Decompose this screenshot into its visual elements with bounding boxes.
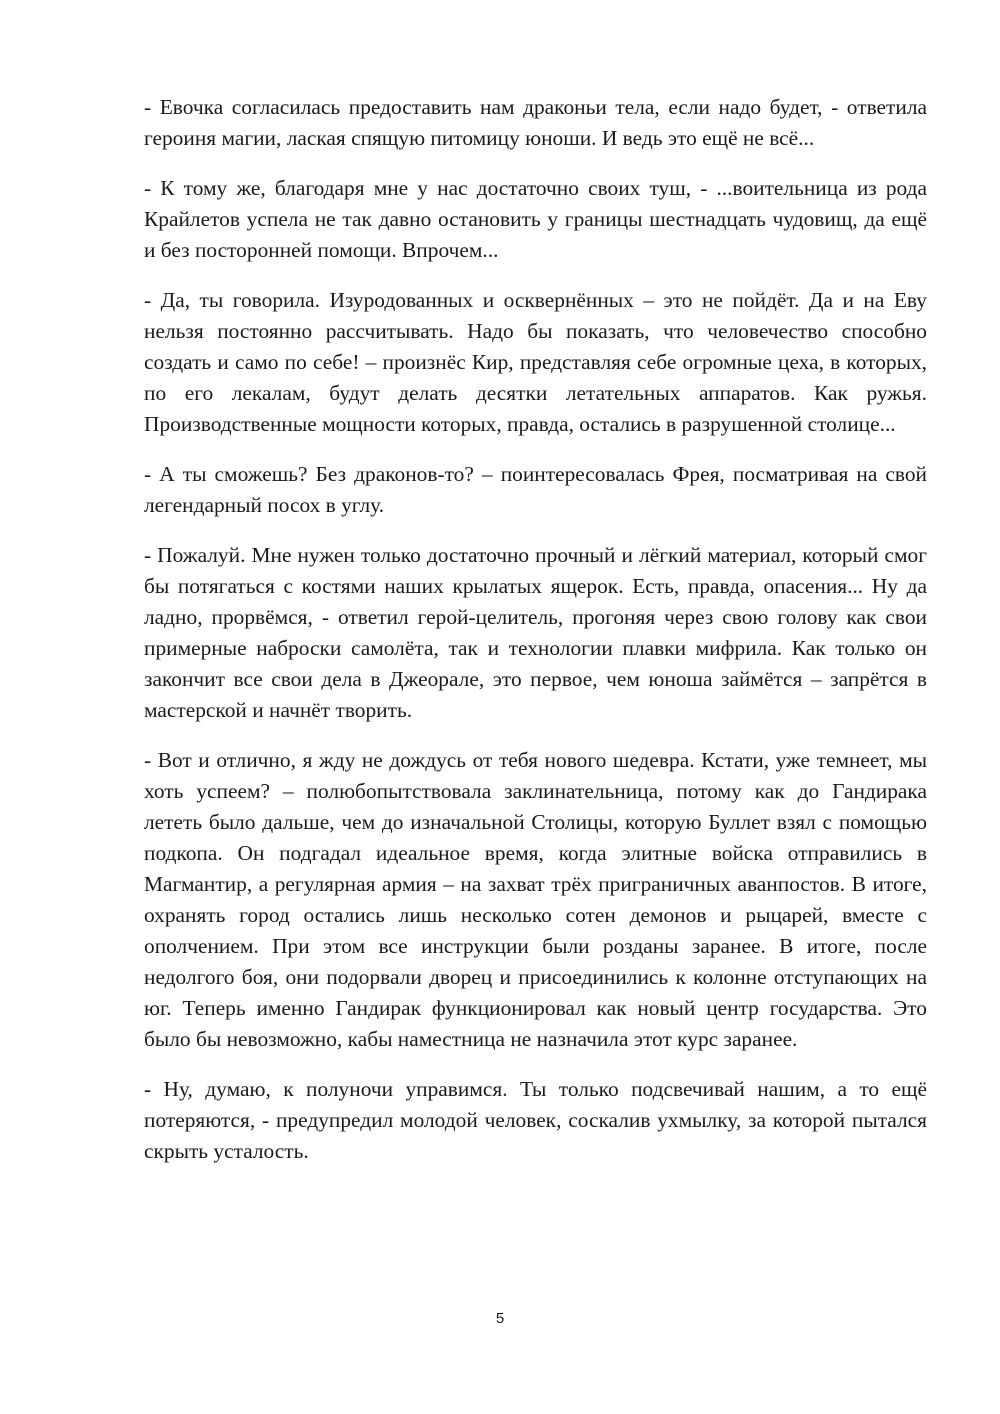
paragraph: - Ну, думаю, к полуночи управимся. Ты только подсвечивай нашим, а то ещё потеряются, - предупредил молодой человек, соскалив ухмылку, за которой пытался скрыть усталость. <box>144 1077 927 1163</box>
paragraph: - Да, ты говорила. Изуродованных и осквернённых – это не пойдёт. Да и на Еву нельзя постоянно рассчитывать. Надо бы показать, что человечество способно создать и само по себе! – произнёс Кир, представляя себе огромные цеха, в которых, по его лекалам, будут делать десятки летательных аппаратов. Как ружья. Производственные мощности которых, правда, остались в разрушенной столице... <box>144 288 927 436</box>
paragraph: - Вот и отлично, я жду не дождусь от тебя нового шедевра. Кстати, уже темнеет, мы хоть успеем? – полюбопытствовала заклинательница, потому как до Гандирака лететь было дальше, чем до изначальной Столицы, которую Буллет взял с помощью подкопа. Он подгадал идеальное время, когда элитные войска отправились в Магмантир, а регулярная армия – на захват трёх приграничных аванпостов. В итоге, охранять город остались лишь несколько сотен демонов и рыцарей, вместе с ополчением. При этом все инструкции были розданы заранее. В итоге, после недолгого боя, они подорвали дворец и присоединились к колонне отступающих на юг. Теперь именно Гандирак функционировал как новый центр государства. Это было бы невозможно, кабы наместница не назначила этот курс заранее. <box>144 748 927 1051</box>
page-number: 5 <box>495 1310 505 1327</box>
paragraph: - А ты сможешь? Без драконов-то? – поинтересовалась Фрея, посматривая на свой легендарный посох в углу. <box>144 462 927 517</box>
paragraph: - Евочка согласилась предоставить нам драконьи тела, если надо будет, - ответила героиня магии, лаская спящую питомицу юноши. И ведь это ещё не всё... <box>144 95 927 150</box>
paragraph: - К тому же, благодаря мне у нас достаточно своих туш, - ...воительница из рода Крайлетов успела не так давно остановить у границы шестнадцать чудовищ, да ещё и без посторонней помощи. Впрочем... <box>144 176 927 262</box>
paragraph: - Пожалуй. Мне нужен только достаточно прочный и лёгкий материал, который смог бы потягаться с костями наших крылатых ящерок. Есть, правда, опасения... Ну да ладно, прорвёмся, - ответил герой-целитель, прогоняя через свою голову как свои примерные наброски самолёта, так и технологии плавки мифрила. Как только он закончит все свои дела в Джеорале, это первое, чем юноша займётся – запрётся в мастерской и начнёт творить. <box>144 543 927 722</box>
text-body <box>144 92 927 1186</box>
